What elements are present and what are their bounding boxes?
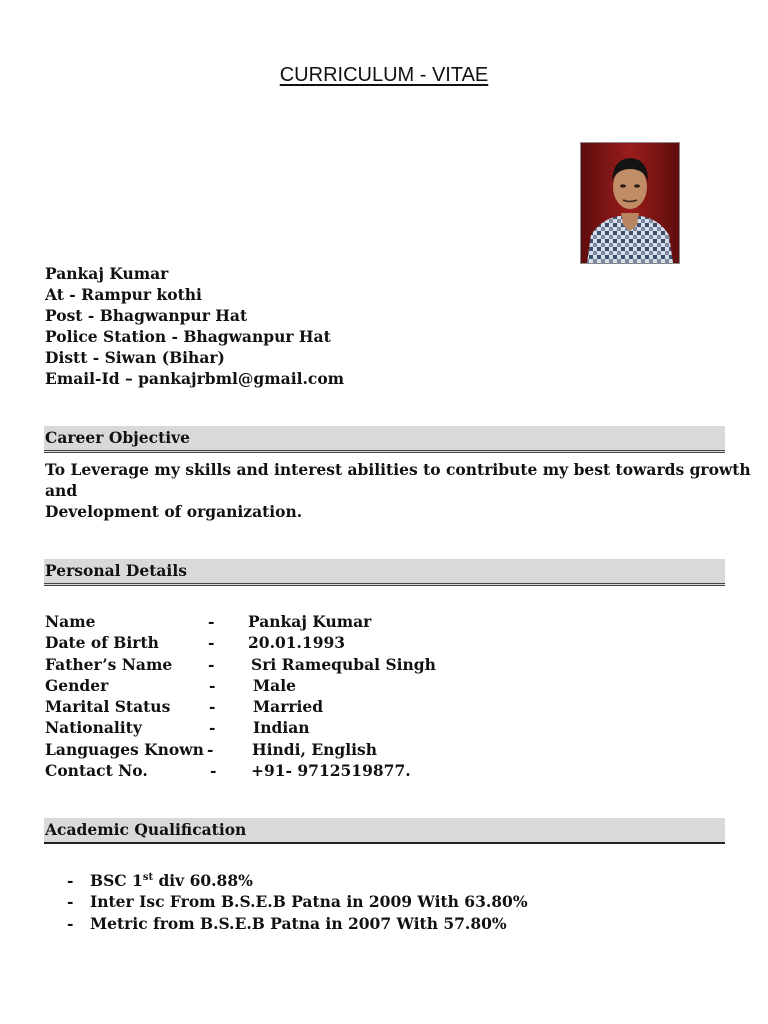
- bullet-dash: -: [67, 892, 74, 912]
- contact-police-station: Police Station - Bhagwanpur Hat: [45, 327, 331, 346]
- objective-line: Development of organization.: [45, 502, 303, 521]
- detail-label: Languages Known: [45, 739, 204, 759]
- item-superscript: st: [142, 871, 154, 883]
- item-text: BSC 1: [90, 871, 143, 890]
- list-item-text: Inter Isc From B.S.E.B Patna in 2009 With 63.80%: [90, 892, 528, 912]
- detail-separator: -: [209, 675, 216, 695]
- detail-label: Father’s Name: [45, 654, 173, 674]
- detail-value: Pankaj Kumar: [248, 612, 372, 631]
- profile-photo: [580, 142, 680, 264]
- contact-post: Post - Bhagwanpur Hat: [45, 306, 248, 325]
- detail-separator: -: [208, 654, 215, 674]
- detail-separator: -: [208, 612, 215, 631]
- detail-separator: -: [209, 697, 216, 717]
- detail-separator: -: [210, 761, 217, 781]
- detail-separator: -: [208, 633, 215, 653]
- contact-village: At - Rampur kothi: [45, 285, 202, 304]
- list-item-text: [90, 870, 253, 891]
- bullet-dash: -: [67, 871, 74, 890]
- detail-label: Name: [45, 612, 96, 631]
- contact-name: Pankaj Kumar: [45, 264, 169, 283]
- item-text-suffix: div 60.88%: [153, 871, 253, 890]
- contact-email: Email-Id – pankajrbml@gmail.com: [45, 369, 345, 388]
- profile-photo-icon: [581, 143, 679, 263]
- detail-value: Indian: [253, 718, 310, 738]
- objective-line: and: [45, 481, 78, 500]
- objective-line: To Leverage my skills and interest abilities to contribute my best towards growth: [45, 460, 751, 479]
- detail-value: Male: [253, 675, 296, 695]
- detail-separator: -: [209, 718, 216, 738]
- detail-value: 20.01.1993: [248, 633, 346, 653]
- page-title: CURRICULUM - VITAE: [279, 64, 489, 86]
- contact-block: [45, 263, 344, 389]
- detail-label: Marital Status: [45, 697, 171, 717]
- detail-value: Sri Ramequbal Singh: [251, 654, 436, 674]
- bullet-dash: -: [67, 913, 74, 933]
- detail-separator: -: [207, 739, 214, 759]
- detail-value: Hindi, English: [252, 739, 378, 759]
- section-header-career-objective: [44, 426, 725, 453]
- list-item-text: Metric from B.S.E.B Patna in 2007 With 57.80%: [90, 913, 507, 933]
- detail-label: Contact No.: [45, 761, 148, 781]
- section-title: Academic Qualification: [45, 820, 247, 839]
- detail-label: Nationality: [45, 718, 142, 738]
- contact-district: Distt - Siwan (Bihar): [45, 348, 225, 367]
- section-header-academic-qualification: [44, 818, 725, 844]
- section-title: Personal Details: [45, 561, 187, 580]
- career-objective-text: [45, 459, 751, 522]
- detail-value: +91- 9712519877.: [251, 761, 411, 781]
- detail-label: Gender: [45, 675, 109, 695]
- section-header-personal-details: [44, 559, 725, 586]
- detail-value: Married: [253, 697, 324, 717]
- section-title: Career Objective: [45, 428, 190, 447]
- detail-label: Date of Birth: [45, 633, 159, 653]
